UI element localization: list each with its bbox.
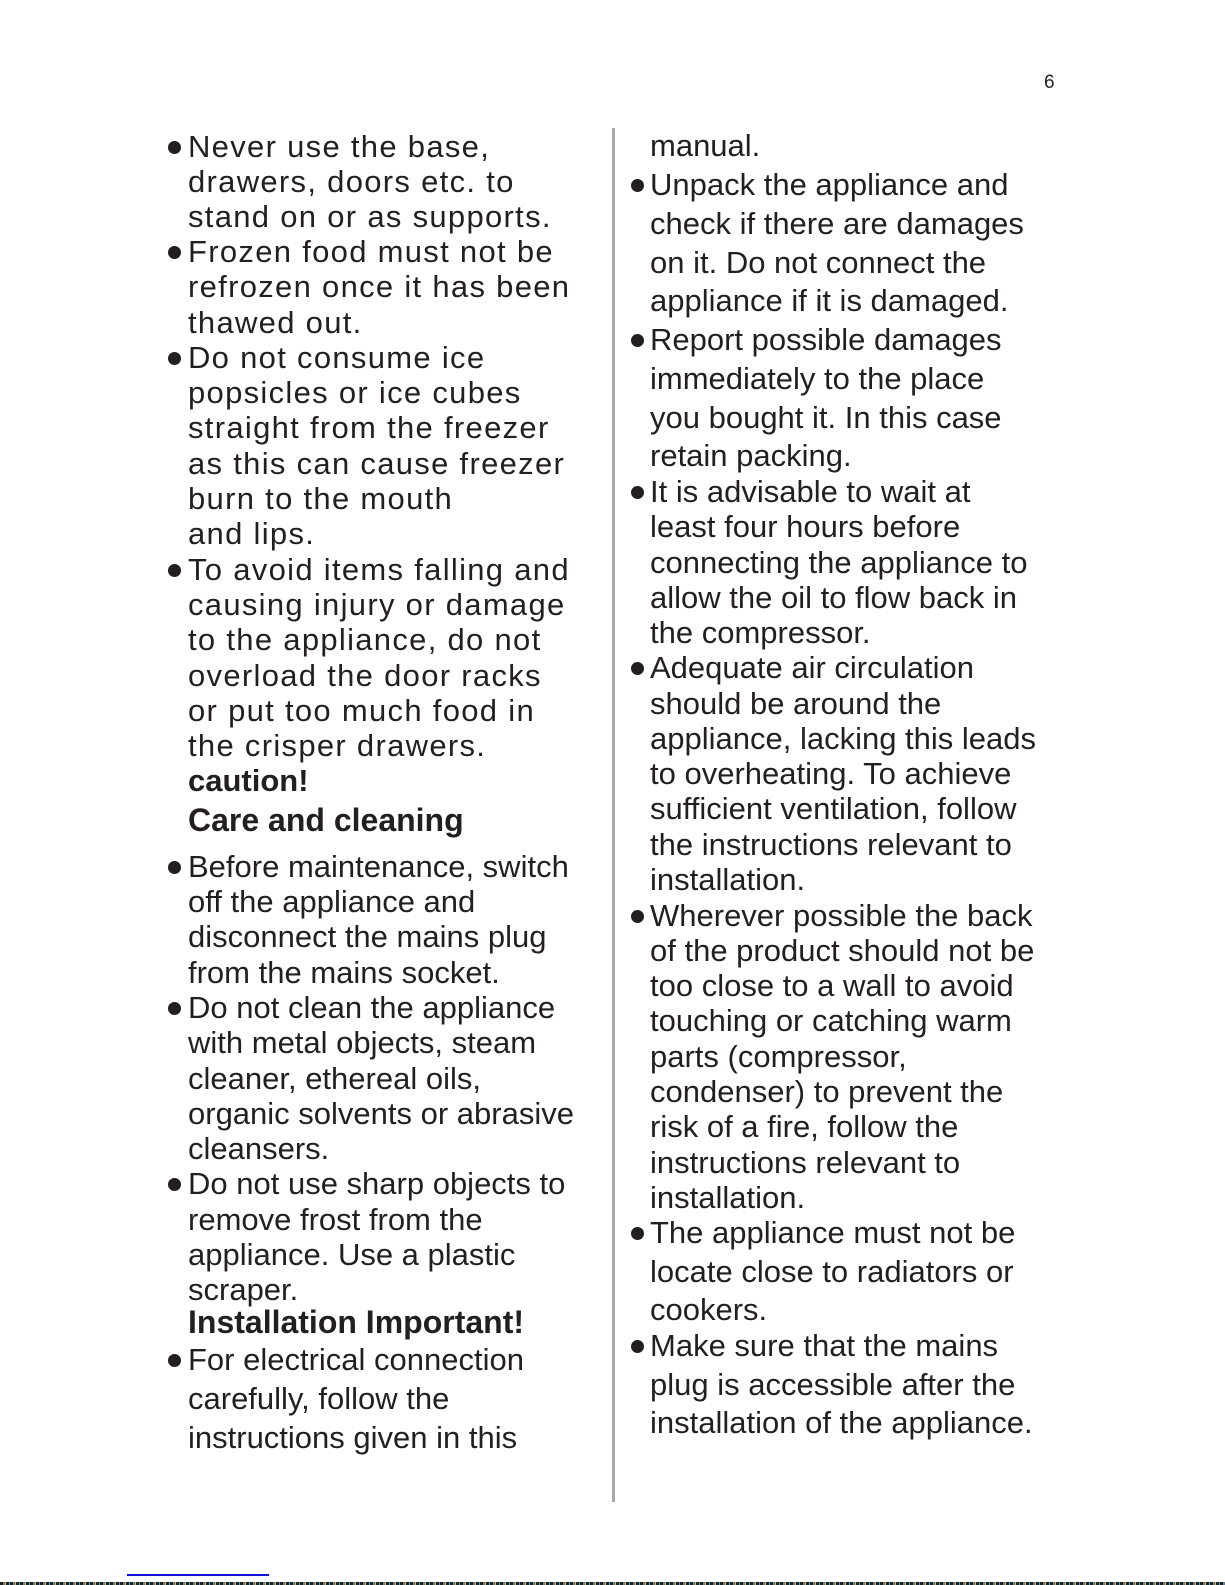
text-line: installation.	[650, 1180, 806, 1215]
text-line: with metal objects, steam	[188, 1025, 537, 1060]
text-line: cleansers.	[188, 1131, 330, 1166]
text-line: retain packing.	[650, 438, 852, 473]
bullet-icon	[168, 141, 181, 154]
text-line: organic solvents or abrasive	[188, 1096, 574, 1131]
text-line: carefully, follow the	[188, 1381, 450, 1416]
text-line: installation of the appliance.	[650, 1405, 1033, 1440]
text-line: risk of a fire, follow the	[650, 1109, 959, 1144]
text-line: of the product should not be	[650, 933, 1035, 968]
text-line: immediately to the place	[650, 361, 985, 396]
page-number: 6	[1044, 72, 1055, 93]
caution-heading: caution!	[188, 763, 309, 798]
text-line: and lips.	[188, 516, 316, 551]
care-and-cleaning-heading: Care and cleaning	[188, 802, 464, 838]
text-line: appliance, lacking this leads	[650, 721, 1037, 756]
text-line: as this can cause freezer	[188, 446, 566, 481]
text-line: least four hours before	[650, 509, 961, 544]
text-line: stand on or as supports.	[188, 199, 552, 234]
text-line: appliance. Use a plastic	[188, 1237, 516, 1272]
text-line: For electrical connection	[188, 1342, 524, 1377]
text-line: Unpack the appliance and	[650, 167, 1009, 202]
text-line: allow the oil to flow back in	[650, 580, 1018, 615]
text-line: popsicles or ice cubes	[188, 375, 522, 410]
text-line: Adequate air circulation	[650, 650, 974, 685]
text-line: sufficient ventilation, follow	[650, 791, 1017, 826]
text-line: plug is accessible after the	[650, 1367, 1016, 1402]
text-line: scraper.	[188, 1272, 299, 1307]
bullet-icon	[168, 564, 181, 577]
text-line: overload the door racks	[188, 658, 542, 693]
text-line: should be around the	[650, 686, 942, 721]
text-line: thawed out.	[188, 305, 363, 340]
bullet-icon	[631, 334, 644, 347]
text-line: check if there are damages	[650, 206, 1024, 241]
text-line: Do not clean the appliance	[188, 990, 556, 1025]
text-line: to overheating. To achieve	[650, 756, 1012, 791]
text-line: manual.	[650, 128, 761, 163]
text-line: from the mains socket.	[188, 955, 500, 990]
bullet-icon	[168, 1178, 181, 1191]
bullet-icon	[168, 1354, 181, 1367]
text-line: installation.	[650, 862, 806, 897]
text-line: off the appliance and	[188, 884, 476, 919]
text-line: straight from the freezer	[188, 410, 550, 445]
text-line: Before maintenance, switch	[188, 849, 569, 884]
text-line: cookers.	[650, 1292, 768, 1327]
text-line: condenser) to prevent the	[650, 1074, 1004, 1109]
bullet-icon	[168, 1002, 181, 1015]
bullet-icon	[631, 1340, 644, 1353]
bullet-icon	[168, 861, 181, 874]
text-line: you bought it. In this case	[650, 400, 1002, 435]
bullet-icon	[168, 246, 181, 259]
text-line: the compressor.	[650, 615, 871, 650]
bullet-icon	[631, 179, 644, 192]
text-line: touching or catching warm	[650, 1003, 1012, 1038]
text-line: Make sure that the mains	[650, 1328, 999, 1363]
text-line: connecting the appliance to	[650, 545, 1028, 580]
text-line: remove frost from the	[188, 1202, 483, 1237]
text-line: Do not consume ice	[188, 340, 486, 375]
text-line: To avoid items falling and	[188, 552, 570, 587]
text-line: or put too much food in	[188, 693, 535, 728]
text-line: Report possible damages	[650, 322, 1002, 357]
text-line: the instructions relevant to	[650, 827, 1012, 862]
text-line: Wherever possible the back	[650, 898, 1033, 933]
text-line: Do not use sharp objects to	[188, 1166, 566, 1201]
text-line: Frozen food must not be	[188, 234, 554, 269]
text-line: to the appliance, do not	[188, 622, 542, 657]
bullet-icon	[631, 486, 644, 499]
text-line: locate close to radiators or	[650, 1254, 1014, 1289]
text-line: the crisper drawers.	[188, 728, 487, 763]
text-line: cleaner, ethereal oils,	[188, 1061, 481, 1096]
column-divider	[612, 128, 615, 1502]
text-line: instructions given in this	[188, 1420, 518, 1455]
bullet-icon	[631, 1227, 644, 1240]
text-line: The appliance must not be	[650, 1215, 1016, 1250]
text-line: refrozen once it has been	[188, 269, 571, 304]
text-line: Never use the base,	[188, 129, 491, 164]
bullet-icon	[631, 662, 644, 675]
bullet-icon	[631, 910, 644, 923]
bullet-icon	[168, 352, 181, 365]
text-line: It is advisable to wait at	[650, 474, 971, 509]
text-line: causing injury or damage	[188, 587, 566, 622]
text-line: drawers, doors etc. to	[188, 164, 515, 199]
text-line: parts (compressor,	[650, 1039, 907, 1074]
text-line: on it. Do not connect the	[650, 245, 987, 280]
text-line: instructions relevant to	[650, 1145, 961, 1180]
text-line: burn to the mouth	[188, 481, 454, 516]
footer-link-underline[interactable]	[127, 1574, 269, 1576]
installation-important-heading: Installation Important!	[188, 1304, 524, 1340]
text-line: too close to a wall to avoid	[650, 968, 1014, 1003]
text-line: disconnect the mains plug	[188, 919, 547, 954]
text-line: appliance if it is damaged.	[650, 283, 1009, 318]
